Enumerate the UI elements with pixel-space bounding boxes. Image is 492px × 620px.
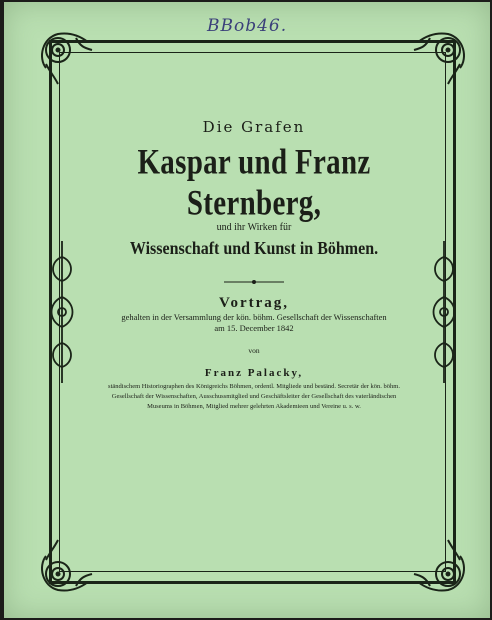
- title-line-4: Wissenschaft und Kunst in Böhmen.: [129, 239, 379, 259]
- title-main: Kaspar und Franz Sternberg,: [137, 142, 371, 224]
- title-line-3: und ihr Wirken für: [216, 222, 292, 233]
- lecture-date: am 15. December 1842: [214, 323, 294, 333]
- author-credentials: [94, 382, 414, 412]
- corner-ornament-top-left-icon: [36, 28, 94, 86]
- lecture-line-1: gehalten in der Versammlung der kön. böhm. Gesellschaft der Wissenschaften: [121, 312, 387, 322]
- credential-line-2: Gesellschaft der Wissenschaften, Ausschussmitglied und Geschäftsleiter der Gesellschaft des vaterländischen: [111, 393, 397, 400]
- title-block: [94, 112, 414, 412]
- corner-ornament-bottom-right-icon: [412, 538, 470, 596]
- title-page: [4, 2, 490, 618]
- title-line-1: Die Grafen: [202, 118, 306, 136]
- author-name: Franz Palacky,: [204, 367, 304, 379]
- credential-line-1: ständischem Historiographen des Königreichs Böhmen, ordentl. Mitgliede und beständ. Secretär der kön. böhm.: [108, 383, 400, 390]
- credential-line-3: Museums in Böhmen, Mitglied mehrer gelehrten Akademieen und Vereine u. s. w.: [147, 403, 361, 410]
- handwritten-shelfmark: BBob46.: [207, 16, 288, 36]
- divider-ornament-icon: [224, 279, 284, 285]
- side-ornament-left-icon: [46, 237, 78, 387]
- corner-ornament-top-right-icon: [412, 28, 470, 86]
- by-line: von: [248, 346, 260, 355]
- lecture-heading: Vortrag,: [218, 295, 290, 311]
- side-ornament-right-icon: [428, 237, 460, 387]
- corner-ornament-bottom-left-icon: [36, 538, 94, 596]
